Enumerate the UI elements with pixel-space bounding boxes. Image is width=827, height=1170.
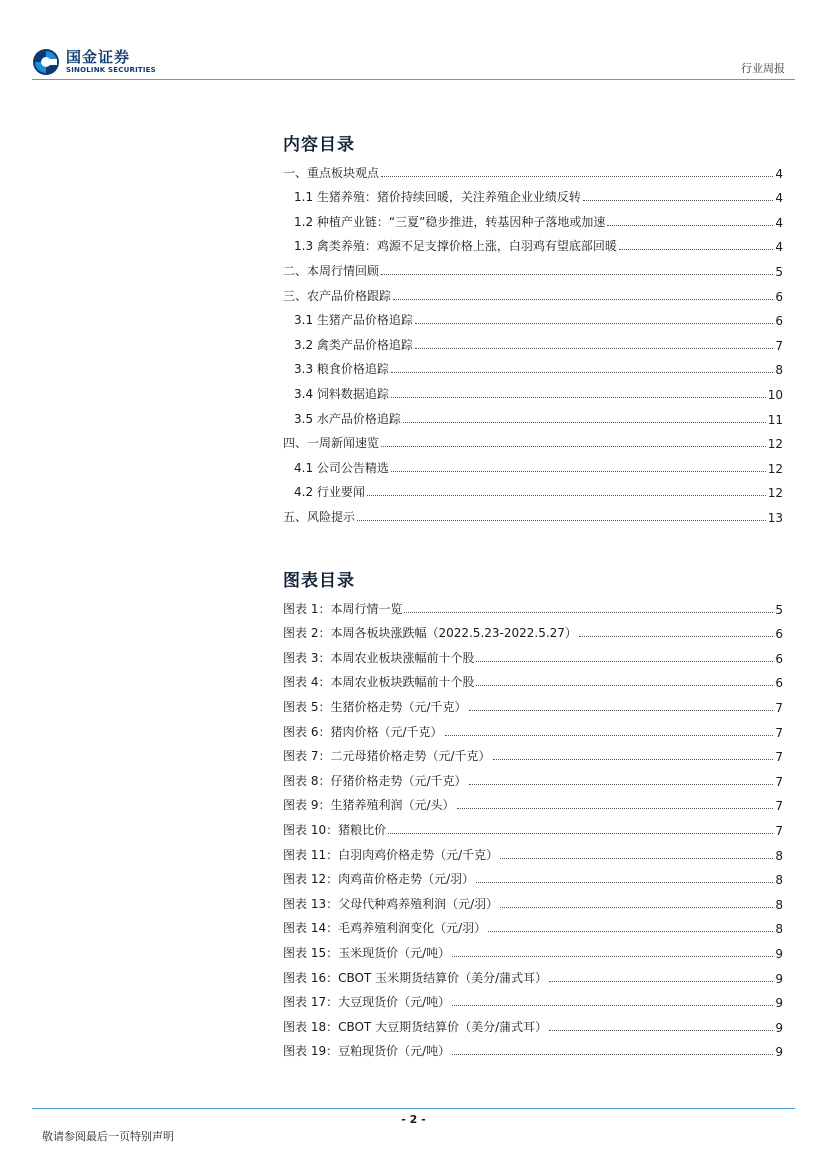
- dot-leader: [457, 808, 774, 809]
- dot-leader: [476, 882, 773, 883]
- dot-leader: [403, 422, 766, 423]
- page-number: - 2 -: [401, 1113, 426, 1126]
- figure-entry-label: 图表 13：父母代种鸡养殖利润（元/羽）: [283, 896, 499, 911]
- toc-entry-label: 4.2 行业要闻: [294, 485, 365, 500]
- toc-entry-page: 8: [775, 363, 783, 378]
- figure-entry-page: 9: [775, 1020, 783, 1035]
- toc-entry-page: 5: [775, 264, 783, 279]
- dot-leader: [500, 907, 773, 908]
- figure-entry[interactable]: [283, 764, 783, 789]
- dot-leader: [488, 931, 773, 932]
- logo-emblem-icon: [32, 48, 60, 76]
- toc-entry[interactable]: [283, 181, 783, 206]
- toc-entry-label: 四、一周新闻速览: [283, 436, 380, 451]
- toc-entry[interactable]: [283, 304, 783, 329]
- figure-entry-label: 图表 3：本周农业板块涨幅前十个股: [283, 650, 475, 665]
- figure-entry-label: 图表 2：本周各板块涨跌幅（2022.5.23-2022.5.27）: [283, 626, 577, 641]
- toc-entry[interactable]: [283, 279, 783, 304]
- figure-entry-page: 7: [775, 823, 783, 838]
- figures-toc-title: 图表目录: [283, 571, 355, 591]
- toc-entry[interactable]: [283, 451, 783, 476]
- toc-entry-page: 12: [767, 437, 783, 452]
- toc-entry-label: 3.2 禽类产品价格追踪: [294, 337, 413, 352]
- figure-entry-label: 图表 7：二元母猪价格走势（元/千克）: [283, 749, 491, 764]
- figure-entry-page: 5: [775, 602, 783, 617]
- figure-entry-page: 8: [775, 922, 783, 937]
- figures-toc-list: [283, 592, 783, 1059]
- figure-entry-page: 9: [775, 996, 783, 1011]
- figure-entry[interactable]: [283, 666, 783, 691]
- dot-leader: [469, 784, 774, 785]
- figure-entry-label: 图表 6：猪肉价格（元/千克）: [283, 724, 443, 739]
- toc-entry-page: 10: [767, 387, 783, 402]
- toc-entry[interactable]: [283, 402, 783, 427]
- figure-entry-page: 8: [775, 873, 783, 888]
- dot-leader: [393, 299, 773, 300]
- dot-leader: [415, 323, 773, 324]
- figure-entry[interactable]: [283, 617, 783, 642]
- figure-entry-page: 8: [775, 848, 783, 863]
- toc-entry-label: 1.1 生猪养殖：猪价持续回暖，关注养殖企业业绩反转: [294, 190, 581, 205]
- company-logo: [32, 48, 156, 76]
- toc-entry-label: 1.2 种植产业链：“三夏”稳步推进，转基因种子落地或加速: [294, 214, 606, 229]
- dot-leader: [381, 274, 773, 275]
- toc-entry[interactable]: [283, 500, 783, 525]
- figure-entry[interactable]: [283, 690, 783, 715]
- toc-entry-page: 12: [767, 461, 783, 476]
- dot-leader: [549, 1030, 773, 1031]
- figure-entry-page: 8: [775, 897, 783, 912]
- toc-entry-page: 12: [767, 486, 783, 501]
- figure-entry[interactable]: [283, 912, 783, 937]
- figure-entry-page: 7: [775, 725, 783, 740]
- toc-entry-page: 11: [767, 412, 783, 427]
- toc-entry-page: 7: [775, 338, 783, 353]
- figure-entry-page: 6: [775, 676, 783, 691]
- dot-leader: [357, 520, 766, 521]
- figure-entry[interactable]: [283, 838, 783, 863]
- toc-entry-label: 二、本周行情回顾: [283, 263, 380, 278]
- toc-entry-page: 6: [775, 314, 783, 329]
- toc-entry[interactable]: [283, 254, 783, 279]
- figure-entry[interactable]: [283, 740, 783, 765]
- toc-entry-page: 6: [775, 289, 783, 304]
- toc-entry-label: 1.3 禽类养殖：鸡源不足支撑价格上涨，白羽鸡有望底部回暖: [294, 239, 617, 254]
- logo-name-en: SINOLINK SECURITIES: [66, 66, 156, 74]
- dot-leader: [391, 397, 766, 398]
- dot-leader: [469, 710, 774, 711]
- figure-entry-page: 7: [775, 700, 783, 715]
- figure-entry[interactable]: [283, 1010, 783, 1035]
- figure-entry-label: 图表 16：CBOT 玉米期货结算价（美分/蒲式耳）: [283, 970, 548, 985]
- figure-entry[interactable]: [283, 936, 783, 961]
- dot-leader: [476, 685, 773, 686]
- toc-entry[interactable]: [283, 230, 783, 255]
- dot-leader: [391, 471, 766, 472]
- dot-leader: [381, 446, 766, 447]
- toc-entry-page: 4: [775, 166, 783, 181]
- figure-entry-label: 图表 18：CBOT 大豆期货结算价（美分/蒲式耳）: [283, 1019, 548, 1034]
- dot-leader: [500, 858, 773, 859]
- toc-entry-page: 4: [775, 240, 783, 255]
- toc-list: [283, 156, 783, 525]
- figure-entry[interactable]: [283, 715, 783, 740]
- figure-entry[interactable]: [283, 961, 783, 986]
- toc-title: 内容目录: [283, 135, 355, 155]
- figure-entry-label: 图表 17：大豆现货价（元/吨）: [283, 995, 451, 1010]
- dot-leader: [476, 661, 773, 662]
- toc-entry-page: 13: [767, 510, 783, 525]
- figure-entry-page: 6: [775, 627, 783, 642]
- figure-entry[interactable]: [283, 592, 783, 617]
- dot-leader: [579, 636, 773, 637]
- toc-entry[interactable]: [283, 427, 783, 452]
- toc-entry[interactable]: [283, 328, 783, 353]
- dot-leader: [415, 348, 773, 349]
- dot-leader: [452, 1005, 773, 1006]
- toc-entry[interactable]: [283, 205, 783, 230]
- figure-entry-page: 7: [775, 774, 783, 789]
- disclaimer-text: 敬请参阅最后一页特别声明: [42, 1130, 174, 1143]
- figure-entry-label: 图表 8：仔猪价格走势（元/千克）: [283, 773, 467, 788]
- toc-entry[interactable]: [283, 377, 783, 402]
- figure-entry-page: 9: [775, 1045, 783, 1060]
- toc-entry-label: 4.1 公司公告精选: [294, 460, 389, 475]
- dot-leader: [607, 225, 773, 226]
- figure-entry-page: 7: [775, 799, 783, 814]
- toc-entry[interactable]: [283, 156, 783, 181]
- toc-entry-label: 3.4 饲料数据追踪: [294, 386, 389, 401]
- figure-entry-page: 9: [775, 946, 783, 961]
- figure-entry[interactable]: [283, 887, 783, 912]
- figure-entry-label: 图表 11：白羽肉鸡价格走势（元/千克）: [283, 847, 499, 862]
- figure-entry[interactable]: [283, 813, 783, 838]
- dot-leader: [452, 956, 773, 957]
- toc-entry-label: 五、风险提示: [283, 509, 356, 524]
- figure-entry[interactable]: [283, 789, 783, 814]
- dot-leader: [445, 735, 774, 736]
- figure-entry-label: 图表 19：豆粕现货价（元/吨）: [283, 1044, 451, 1059]
- figure-entry-label: 图表 1：本周行情一览: [283, 601, 403, 616]
- figure-entry[interactable]: [283, 863, 783, 888]
- figure-entry-page: 9: [775, 971, 783, 986]
- toc-entry-label: 三、农产品价格跟踪: [283, 288, 392, 303]
- dot-leader: [619, 249, 773, 250]
- figure-entry-label: 图表 5：生猪价格走势（元/千克）: [283, 699, 467, 714]
- figure-entry[interactable]: [283, 641, 783, 666]
- dot-leader: [388, 833, 773, 834]
- toc-entry[interactable]: [283, 353, 783, 378]
- dot-leader: [549, 981, 773, 982]
- footer-divider: [32, 1108, 795, 1109]
- toc-entry[interactable]: [283, 476, 783, 501]
- toc-entry-label: 3.3 粮食价格追踪: [294, 362, 389, 377]
- report-type-label: 行业周报: [741, 62, 785, 75]
- dot-leader: [452, 1054, 773, 1055]
- dot-leader: [493, 759, 774, 760]
- toc-entry-label: 一、重点板块观点: [283, 165, 380, 180]
- dot-leader: [367, 495, 766, 496]
- figure-entry-label: 图表 14：毛鸡养殖利润变化（元/羽）: [283, 921, 487, 936]
- figure-entry-label: 图表 4：本周农业板块跌幅前十个股: [283, 675, 475, 690]
- figure-entry-label: 图表 15：玉米现货价（元/吨）: [283, 945, 451, 960]
- dot-leader: [583, 200, 773, 201]
- figure-entry-label: 图表 10：猪粮比价: [283, 822, 387, 837]
- dot-leader: [391, 372, 773, 373]
- toc-entry-page: 4: [775, 215, 783, 230]
- dot-leader: [404, 612, 773, 613]
- logo-name-cn: 国金证券: [66, 48, 131, 66]
- toc-entry-label: 3.1 生猪产品价格追踪: [294, 313, 413, 328]
- figure-entry-label: 图表 12：肉鸡苗价格走势（元/羽）: [283, 872, 475, 887]
- header-divider: [32, 79, 795, 80]
- figure-entry-page: 6: [775, 651, 783, 666]
- figure-entry-page: 7: [775, 750, 783, 765]
- figure-entry[interactable]: [283, 986, 783, 1011]
- dot-leader: [381, 176, 773, 177]
- toc-entry-page: 4: [775, 191, 783, 206]
- figure-entry[interactable]: [283, 1035, 783, 1060]
- toc-entry-label: 3.5 水产品价格追踪: [294, 411, 401, 426]
- figure-entry-label: 图表 9：生猪养殖利润（元/头）: [283, 798, 455, 813]
